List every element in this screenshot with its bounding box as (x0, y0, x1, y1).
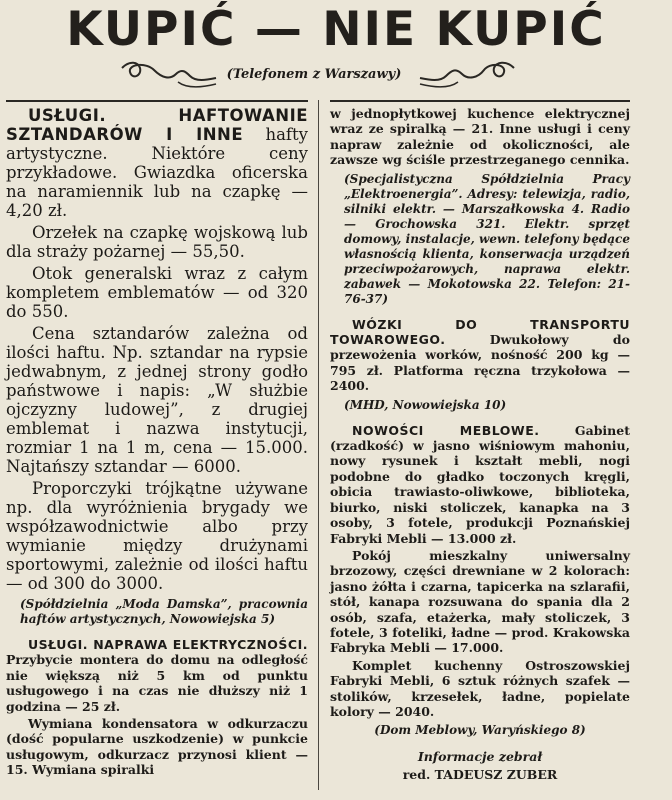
embroidery-section (6, 106, 308, 593)
left-column (6, 106, 308, 780)
credit-line-2: red. TADEUSZ ZUBER (402, 767, 558, 783)
right-flourish-icon (416, 58, 516, 92)
embroidery-text-1: hafty artystyczne. Niektóre ceny przykładowe. Gwiazdka oficerska na naramiennik lub na czapkę — 4,20 zł. (6, 125, 308, 220)
furniture-source-note: (Dom Meblowy, Waryńskiego 8) (374, 723, 586, 738)
furniture-text-1: Gabinet (rzadkość) w jasno wiśniowym mahoniu, nowy rysunek i kształt mebli, nogi podobne do gładko toczonych kręgli, obicia trawiasto-oliwkowe, biblioteka, biurko, niski stoliczek, kanapka na 3 osoby, 3 fotele, produkcji Poznańskiej Fabryki Mebli — 13.000 zł. (330, 422, 630, 546)
article-subtitle: (Telefonem z Warszawy) (226, 67, 402, 82)
embroidery-source-note: (Spółdzielnia „Moda Damska”, pracownia haftów artystycznych, Nowowiejska 5) (20, 597, 308, 626)
left-flourish-icon (120, 58, 220, 92)
electric-intro (6, 637, 308, 714)
carts-source-note: (MHD, Nowowiejska 10) (344, 397, 507, 412)
embroidery-intro (6, 106, 308, 220)
furniture-heading: NOWOŚCI MEBLOWE. (352, 422, 540, 438)
embroidery-text-5: Proporczyki trójkątne używane np. dla wyróżnienia brygady we współzawodnictwie albo przy wymianie między drużynami sportowymi, zależnie od ilości haftu — od 300 do 3000. (6, 479, 308, 593)
article-title: KUPIĆ — NIE KUPIĆ (66, 2, 606, 57)
electric-text-3: w jednopłytkowej kuchence elektrycznej wraz ze spiralką — 21. Inne usługi i ceny napraw zależnie od okoliczności, ale zawsze wg ściśle przestrzeganego cennika. (330, 106, 630, 168)
electric-continuation (330, 106, 630, 168)
carts-heading: WÓZKI DO TRANSPORTU TOWAROWEGO. (330, 316, 630, 348)
furniture-text-2: Pokój mieszkalny uniwersalny brzozowy, części drewniane w 2 kolorach: jasno żółta i czarna, tapicerka na szlarafii, stół, kanapa rozsuwana do spania dla 2 osób, szafa, etażerka, mały stoliczek, 3 fotele, 3 foteliki, ładne — prod. Krakowska Fabryka Mebli — 17.000. (330, 547, 630, 656)
carts-intro (330, 317, 630, 394)
electric-heading: USŁUGI. NAPRAWA ELEKTRYCZNOŚCI. (28, 637, 308, 652)
embroidery-heading: USŁUGI. HAFTOWANIE SZTANDARÓW I INNE (6, 106, 308, 144)
author-credit (330, 748, 630, 784)
right-divider (330, 100, 630, 102)
furniture-intro (330, 423, 630, 546)
right-column (330, 106, 630, 784)
embroidery-text-2: Orzełek na czapkę wojskową lub dla straży pożarnej — 55,50. (6, 223, 308, 261)
carts-text: Dwukołowy do przewożenia worków, nośność 200 kg — 795 zł. Platforma ręczna trzykołowa — 2400. (330, 332, 630, 394)
electric-source-note: (Specjalistyczna Spółdzielnia Pracy „Elektroenergia”. Adresy: telewizja, radio, silniki elektr. — Marszałkowska 4. Radio — Grochowska 321. Elektr. sprzęt domowy, instalacje, wewn. telefony będące własnością klienta, konserwacja urządzeń przeciwpożarowych, naprawa elektr. zabawek — Mokotowska 22. Telefon: 21-76-37) (344, 171, 630, 306)
subtitle-row (0, 58, 672, 96)
furniture-text-3: Komplet kuchenny Ostroszowskiej Fabryki Mebli, 6 sztuk różnych szafek — stolików, krzesełek, ładne, popielate kolory — 2040. (330, 657, 630, 719)
electric-repair-section (6, 637, 308, 778)
carts-section (330, 317, 630, 394)
left-divider (6, 100, 308, 102)
embroidery-text-4: Cena sztandarów zależna od ilości haftu. Np. sztandar na rypsie jedwabnym, z jednej strony godło państwowe i napis: „W służbie ojczyzny ludowej”, z drugiej emblemat i nazwa instytucji, rozmiar 1 na 1 m, cena — 15.000. Najtańszy sztandar — 6000. (6, 324, 308, 476)
embroidery-text-3: Otok generalski wraz z całym kompletem emblematów — od 320 do 550. (6, 264, 308, 321)
electric-text-2: Wymiana kondensatora w odkurzaczu (dość popularne uszkodzenie) w punkcie usługowym, odkurzacz przynosi klient — 15. Wymiana spiralki (6, 716, 308, 778)
credit-line-1: Informacje zebrał (417, 749, 543, 765)
column-rule (318, 100, 319, 790)
furniture-section (330, 423, 630, 720)
electric-text-1: Przybycie montera do domu na odległość nie większą niż 5 km od punktu usługowego i na czas nie dłuższy niż 1 godzina — 25 zł. (6, 652, 308, 714)
